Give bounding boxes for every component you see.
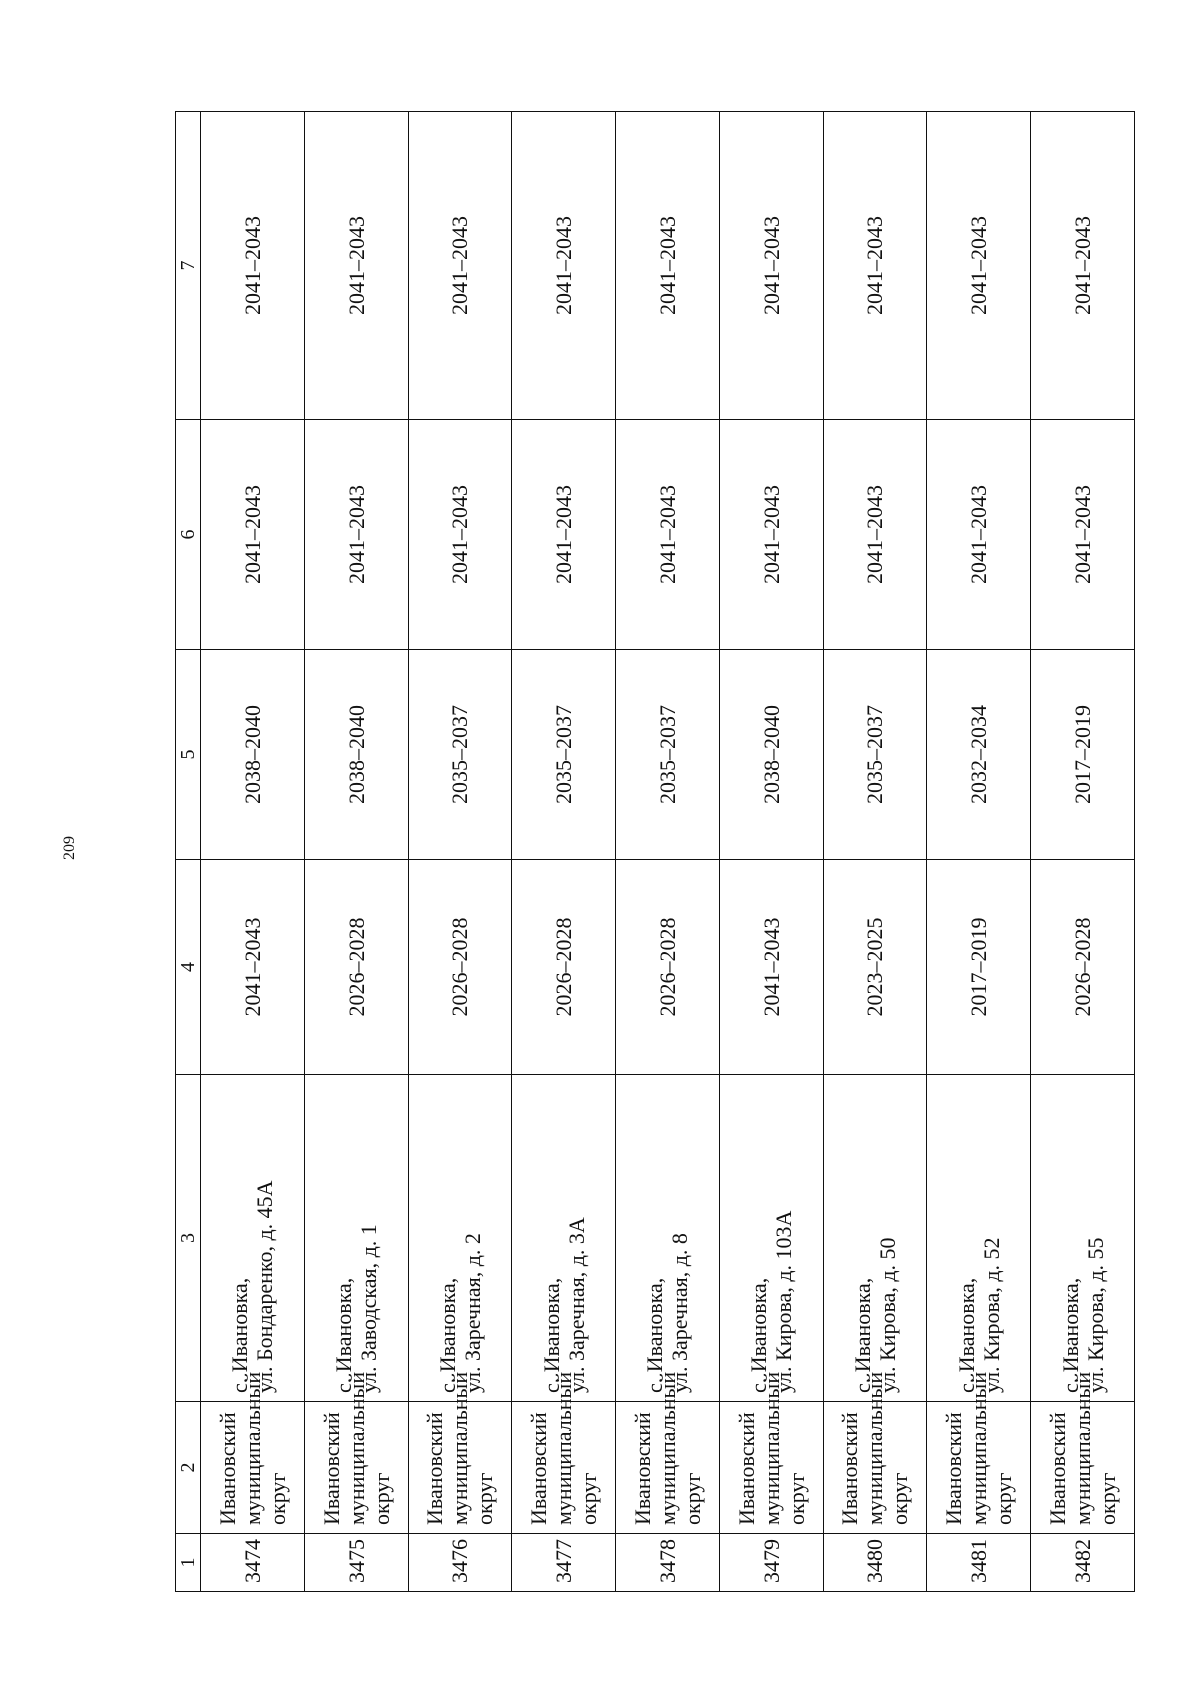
- district-line: округ: [264, 1472, 290, 1525]
- district-cell: [304, 1371, 408, 1534]
- period-cell-c4: 2023–2025: [823, 860, 927, 1075]
- district-line: муниципальный: [239, 1371, 265, 1525]
- address-line: с. Ивановка,: [642, 1277, 668, 1393]
- district-line: муниципальный: [343, 1371, 369, 1525]
- district-cell: [408, 1371, 512, 1534]
- district-cell: [201, 1371, 305, 1534]
- district-line: Ивановский: [526, 1412, 552, 1525]
- row-number-cell: 3480: [823, 1534, 927, 1592]
- period-cell-c6: 2041–2043: [719, 420, 823, 650]
- period-cell-c7: 2041–2043: [927, 112, 1031, 420]
- district-cell: [823, 1371, 927, 1534]
- address-line: ул. Заводская, д. 1: [356, 1224, 382, 1393]
- period-cell-c6: 2041–2043: [201, 420, 305, 650]
- period-cell-c6: 2041–2043: [927, 420, 1031, 650]
- address-cell: [719, 1075, 823, 1402]
- district-cell: [512, 1371, 616, 1534]
- period-cell-c5: 2017–2019: [1031, 650, 1135, 860]
- district-line: Ивановский: [1045, 1412, 1071, 1525]
- address-cell: [823, 1075, 927, 1402]
- district-line: округ: [576, 1472, 602, 1525]
- district-cell: [1031, 1371, 1135, 1534]
- address-cell: [304, 1075, 408, 1402]
- row-number-cell: 3481: [927, 1534, 1031, 1592]
- district-line: муниципальный: [862, 1371, 888, 1525]
- header-cell-1: 1: [176, 1534, 201, 1592]
- header-cell-2: 2: [176, 1402, 201, 1534]
- district-cell: [927, 1371, 1031, 1534]
- district-line: Ивановский: [837, 1412, 863, 1525]
- address-cell: [1031, 1075, 1135, 1402]
- period-cell-c5: 2035–2037: [408, 650, 512, 860]
- row-number-cell: 3476: [408, 1534, 512, 1592]
- address-line: ул. Заречная, д. 8: [667, 1233, 693, 1393]
- district-line: округ: [991, 1472, 1017, 1525]
- table-row: [616, 112, 720, 1592]
- district-line: округ: [368, 1472, 394, 1525]
- address-line: ул. Заречная, д. 2: [459, 1233, 485, 1393]
- address-line: ул. Кирова, д. 103А: [771, 1210, 797, 1393]
- address-line: ул. Кирова, д. 50: [874, 1237, 900, 1393]
- district-line: муниципальный: [654, 1371, 680, 1525]
- district-line: муниципальный: [1070, 1371, 1096, 1525]
- address-line: ул. Кирова, д. 55: [1082, 1237, 1108, 1393]
- page-number: 209: [61, 836, 78, 860]
- period-cell-c6: 2041–2043: [1031, 420, 1135, 650]
- period-cell-c6: 2041–2043: [616, 420, 720, 650]
- period-cell-c5: 2032–2034: [927, 650, 1031, 860]
- district-line: округ: [472, 1472, 498, 1525]
- header-row: [176, 112, 201, 1592]
- table-row: [719, 112, 823, 1592]
- period-cell-c7: 2041–2043: [719, 112, 823, 420]
- period-cell-c7: 2041–2043: [201, 112, 305, 420]
- district-cell: [719, 1371, 823, 1534]
- data-table: [175, 111, 1135, 1592]
- period-cell-c5: 2035–2037: [512, 650, 616, 860]
- period-cell-c5: 2038–2040: [201, 650, 305, 860]
- period-cell-c7: 2041–2043: [1031, 112, 1135, 420]
- period-cell-c4: 2026–2028: [408, 860, 512, 1075]
- table-row: [201, 112, 305, 1592]
- address-line: с. Ивановка,: [434, 1277, 460, 1393]
- address-line: ул. Заречная, д. 3А: [563, 1217, 589, 1393]
- period-cell-c6: 2041–2043: [512, 420, 616, 650]
- address-cell: [616, 1075, 720, 1402]
- address-line: с. Ивановка,: [227, 1277, 253, 1393]
- district-line: округ: [887, 1472, 913, 1525]
- district-line: муниципальный: [447, 1371, 473, 1525]
- district-line: муниципальный: [966, 1371, 992, 1525]
- header-cell-5: 5: [176, 650, 201, 860]
- address-cell: [201, 1075, 305, 1402]
- district-line: муниципальный: [551, 1371, 577, 1525]
- district-cell: [616, 1371, 720, 1534]
- district-line: муниципальный: [758, 1371, 784, 1525]
- table-row: [927, 112, 1031, 1592]
- district-line: Ивановский: [214, 1412, 240, 1525]
- district-line: Ивановский: [941, 1412, 967, 1525]
- address-cell: [927, 1075, 1031, 1402]
- address-line: ул. Бондаренко, д. 45А: [252, 1180, 278, 1393]
- district-line: Ивановский: [422, 1412, 448, 1525]
- address-line: с. Ивановка,: [538, 1277, 564, 1393]
- table-row: [408, 112, 512, 1592]
- district-line: округ: [679, 1472, 705, 1525]
- rotated-table-wrapper: [175, 112, 1135, 1592]
- period-cell-c5: 2038–2040: [304, 650, 408, 860]
- header-cell-7: 7: [176, 112, 201, 420]
- period-cell-c5: 2035–2037: [823, 650, 927, 860]
- period-cell-c7: 2041–2043: [616, 112, 720, 420]
- row-number-cell: 3479: [719, 1534, 823, 1592]
- period-cell-c4: 2026–2028: [304, 860, 408, 1075]
- period-cell-c6: 2041–2043: [408, 420, 512, 650]
- header-cell-4: 4: [176, 860, 201, 1075]
- table-row: [1031, 112, 1135, 1592]
- period-cell-c7: 2041–2043: [304, 112, 408, 420]
- address-line: с. Ивановка,: [331, 1277, 357, 1393]
- period-cell-c4: 2017–2019: [927, 860, 1031, 1075]
- district-line: Ивановский: [318, 1412, 344, 1525]
- address-cell: [408, 1075, 512, 1402]
- row-number-cell: 3475: [304, 1534, 408, 1592]
- period-cell-c4: 2026–2028: [1031, 860, 1135, 1075]
- header-cell-3: 3: [176, 1075, 201, 1402]
- table-row: [304, 112, 408, 1592]
- period-cell-c6: 2041–2043: [823, 420, 927, 650]
- row-number-cell: 3478: [616, 1534, 720, 1592]
- address-line: с. Ивановка,: [953, 1277, 979, 1393]
- period-cell-c4: 2026–2028: [616, 860, 720, 1075]
- address-line: с. Ивановка,: [746, 1277, 772, 1393]
- period-cell-c7: 2041–2043: [408, 112, 512, 420]
- period-cell-c5: 2035–2037: [616, 650, 720, 860]
- period-cell-c4: 2026–2028: [512, 860, 616, 1075]
- address-line: ул. Кирова, д. 52: [978, 1237, 1004, 1393]
- table-row: [512, 112, 616, 1592]
- period-cell-c4: 2041–2043: [201, 860, 305, 1075]
- table-body: [176, 112, 1135, 1592]
- period-cell-c7: 2041–2043: [823, 112, 927, 420]
- district-line: Ивановский: [629, 1412, 655, 1525]
- header-cell-6: 6: [176, 420, 201, 650]
- period-cell-c7: 2041–2043: [512, 112, 616, 420]
- address-cell: [512, 1075, 616, 1402]
- district-line: округ: [1095, 1472, 1121, 1525]
- district-line: Ивановский: [733, 1412, 759, 1525]
- period-cell-c4: 2041–2043: [719, 860, 823, 1075]
- row-number-cell: 3482: [1031, 1534, 1135, 1592]
- district-line: округ: [783, 1472, 809, 1525]
- address-line: с. Ивановка,: [1057, 1277, 1083, 1393]
- row-number-cell: 3474: [201, 1534, 305, 1592]
- table-row: [823, 112, 927, 1592]
- row-number-cell: 3477: [512, 1534, 616, 1592]
- period-cell-c6: 2041–2043: [304, 420, 408, 650]
- period-cell-c5: 2038–2040: [719, 650, 823, 860]
- address-line: с. Ивановка,: [849, 1277, 875, 1393]
